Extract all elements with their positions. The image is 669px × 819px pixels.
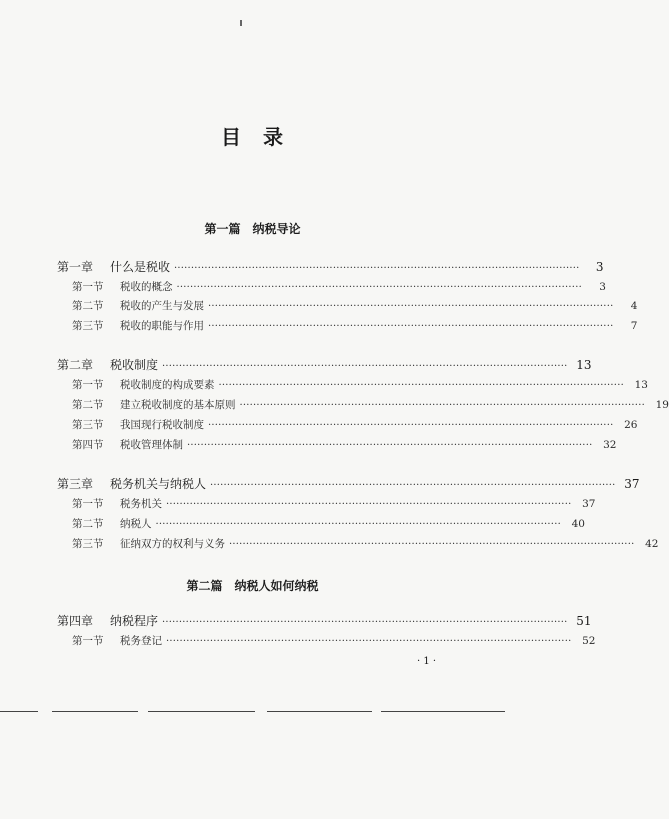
toc-section-2-2[interactable] [72,397,669,414]
section-title: 税务登记 [120,635,162,647]
page-number: 3 [599,281,606,293]
dot-leader: ························································································································ [187,440,593,451]
section-title: 税务机关 [120,498,162,510]
page-number: 40 [571,518,585,530]
toc-section-3-1[interactable] [72,496,596,513]
chapter-number: 第四章 [57,614,94,628]
dot-leader: ························································································································ [208,420,614,431]
scan-mark [240,20,242,26]
dot-leader: ························································································································ [239,400,645,411]
toc-section-1-2[interactable] [72,298,638,315]
page-number: 26 [624,419,638,431]
rule-gap [255,709,267,713]
dot-leader: ························································································································ [176,282,582,293]
page-number: 7 [630,320,638,332]
dot-leader: ························································································································ [174,263,580,274]
section-title: 纳税人 [120,518,152,530]
toc-chapter-3[interactable] [57,476,640,494]
toc-chapter-4[interactable] [57,613,592,631]
page-number: 51 [576,614,592,628]
dot-leader: ························································································································ [208,321,614,332]
section-title: 我国现行税收制度 [120,419,204,431]
page-number: 42 [645,538,659,550]
toc-section-2-3[interactable] [72,417,638,434]
dot-leader: ························································································································ [155,519,561,530]
section-number: 第三节 [72,538,104,550]
section-number: 第二节 [72,399,104,411]
toc-chapter-1[interactable] [57,259,604,277]
section-number: 第一节 [72,635,104,647]
section-number: 第一节 [72,281,104,293]
page-folio: · 1 · [417,656,437,667]
toc-section-2-4[interactable] [72,437,617,454]
page-number: 13 [634,379,648,391]
page-title: 目 录 [221,125,284,149]
chapter-title: 纳税程序 [110,614,159,628]
page-number: 3 [595,260,604,274]
toc-section-1-1[interactable] [72,279,606,296]
part-heading: 第二篇 纳税人如何纳税 [186,579,319,593]
page-number: 4 [630,300,638,312]
toc-section-3-3[interactable] [72,536,659,553]
section-number: 第三节 [72,320,104,332]
page-number: 37 [624,477,640,491]
page-number: 37 [582,498,596,510]
section-title: 税收管理体制 [120,439,183,451]
chapter-title: 税务机关与纳税人 [110,477,207,491]
section-number: 第一节 [72,498,104,510]
rule-gap [138,709,148,713]
section-title: 税收制度的构成要素 [120,379,215,391]
page-number: 13 [576,358,592,372]
part-heading: 第一篇 纳税导论 [204,222,301,236]
toc-section-4-1[interactable] [72,633,596,650]
chapter-title: 什么是税收 [110,260,171,274]
dot-leader: ························································································································ [210,480,616,491]
dot-leader: ························································································································ [229,539,635,550]
dot-leader: ························································································································ [208,301,614,312]
page-number: 32 [603,439,617,451]
chapter-title: 税收制度 [110,358,159,372]
dot-leader: ························································································································ [166,636,572,647]
toc-section-3-2[interactable] [72,516,585,533]
section-title: 税收的产生与发展 [120,300,204,312]
page-number: 52 [582,635,596,647]
section-title: 征纳双方的权利与义务 [120,538,225,550]
section-title: 税收的概念 [120,281,173,293]
chapter-number: 第二章 [57,358,94,372]
page-number: 19 [655,399,669,411]
dot-leader: ························································································································ [162,617,568,628]
dot-leader: ························································································································ [166,499,572,510]
chapter-number: 第三章 [57,477,94,491]
section-title: 税收的职能与作用 [120,320,204,332]
toc-section-2-1[interactable] [72,377,648,394]
toc-chapter-2[interactable] [57,357,592,375]
section-number: 第四节 [72,439,104,451]
section-number: 第三节 [72,419,104,431]
dot-leader: ························································································································ [218,380,624,391]
chapter-number: 第一章 [57,260,94,274]
rule-gap [372,709,381,713]
section-number: 第一节 [72,379,104,391]
bottom-rule [0,711,505,712]
dot-leader: ························································································································ [162,361,568,372]
section-title: 建立税收制度的基本原则 [120,399,236,411]
toc-section-1-3[interactable] [72,318,638,335]
rule-gap [38,709,52,713]
section-number: 第二节 [72,300,104,312]
section-number: 第二节 [72,518,104,530]
